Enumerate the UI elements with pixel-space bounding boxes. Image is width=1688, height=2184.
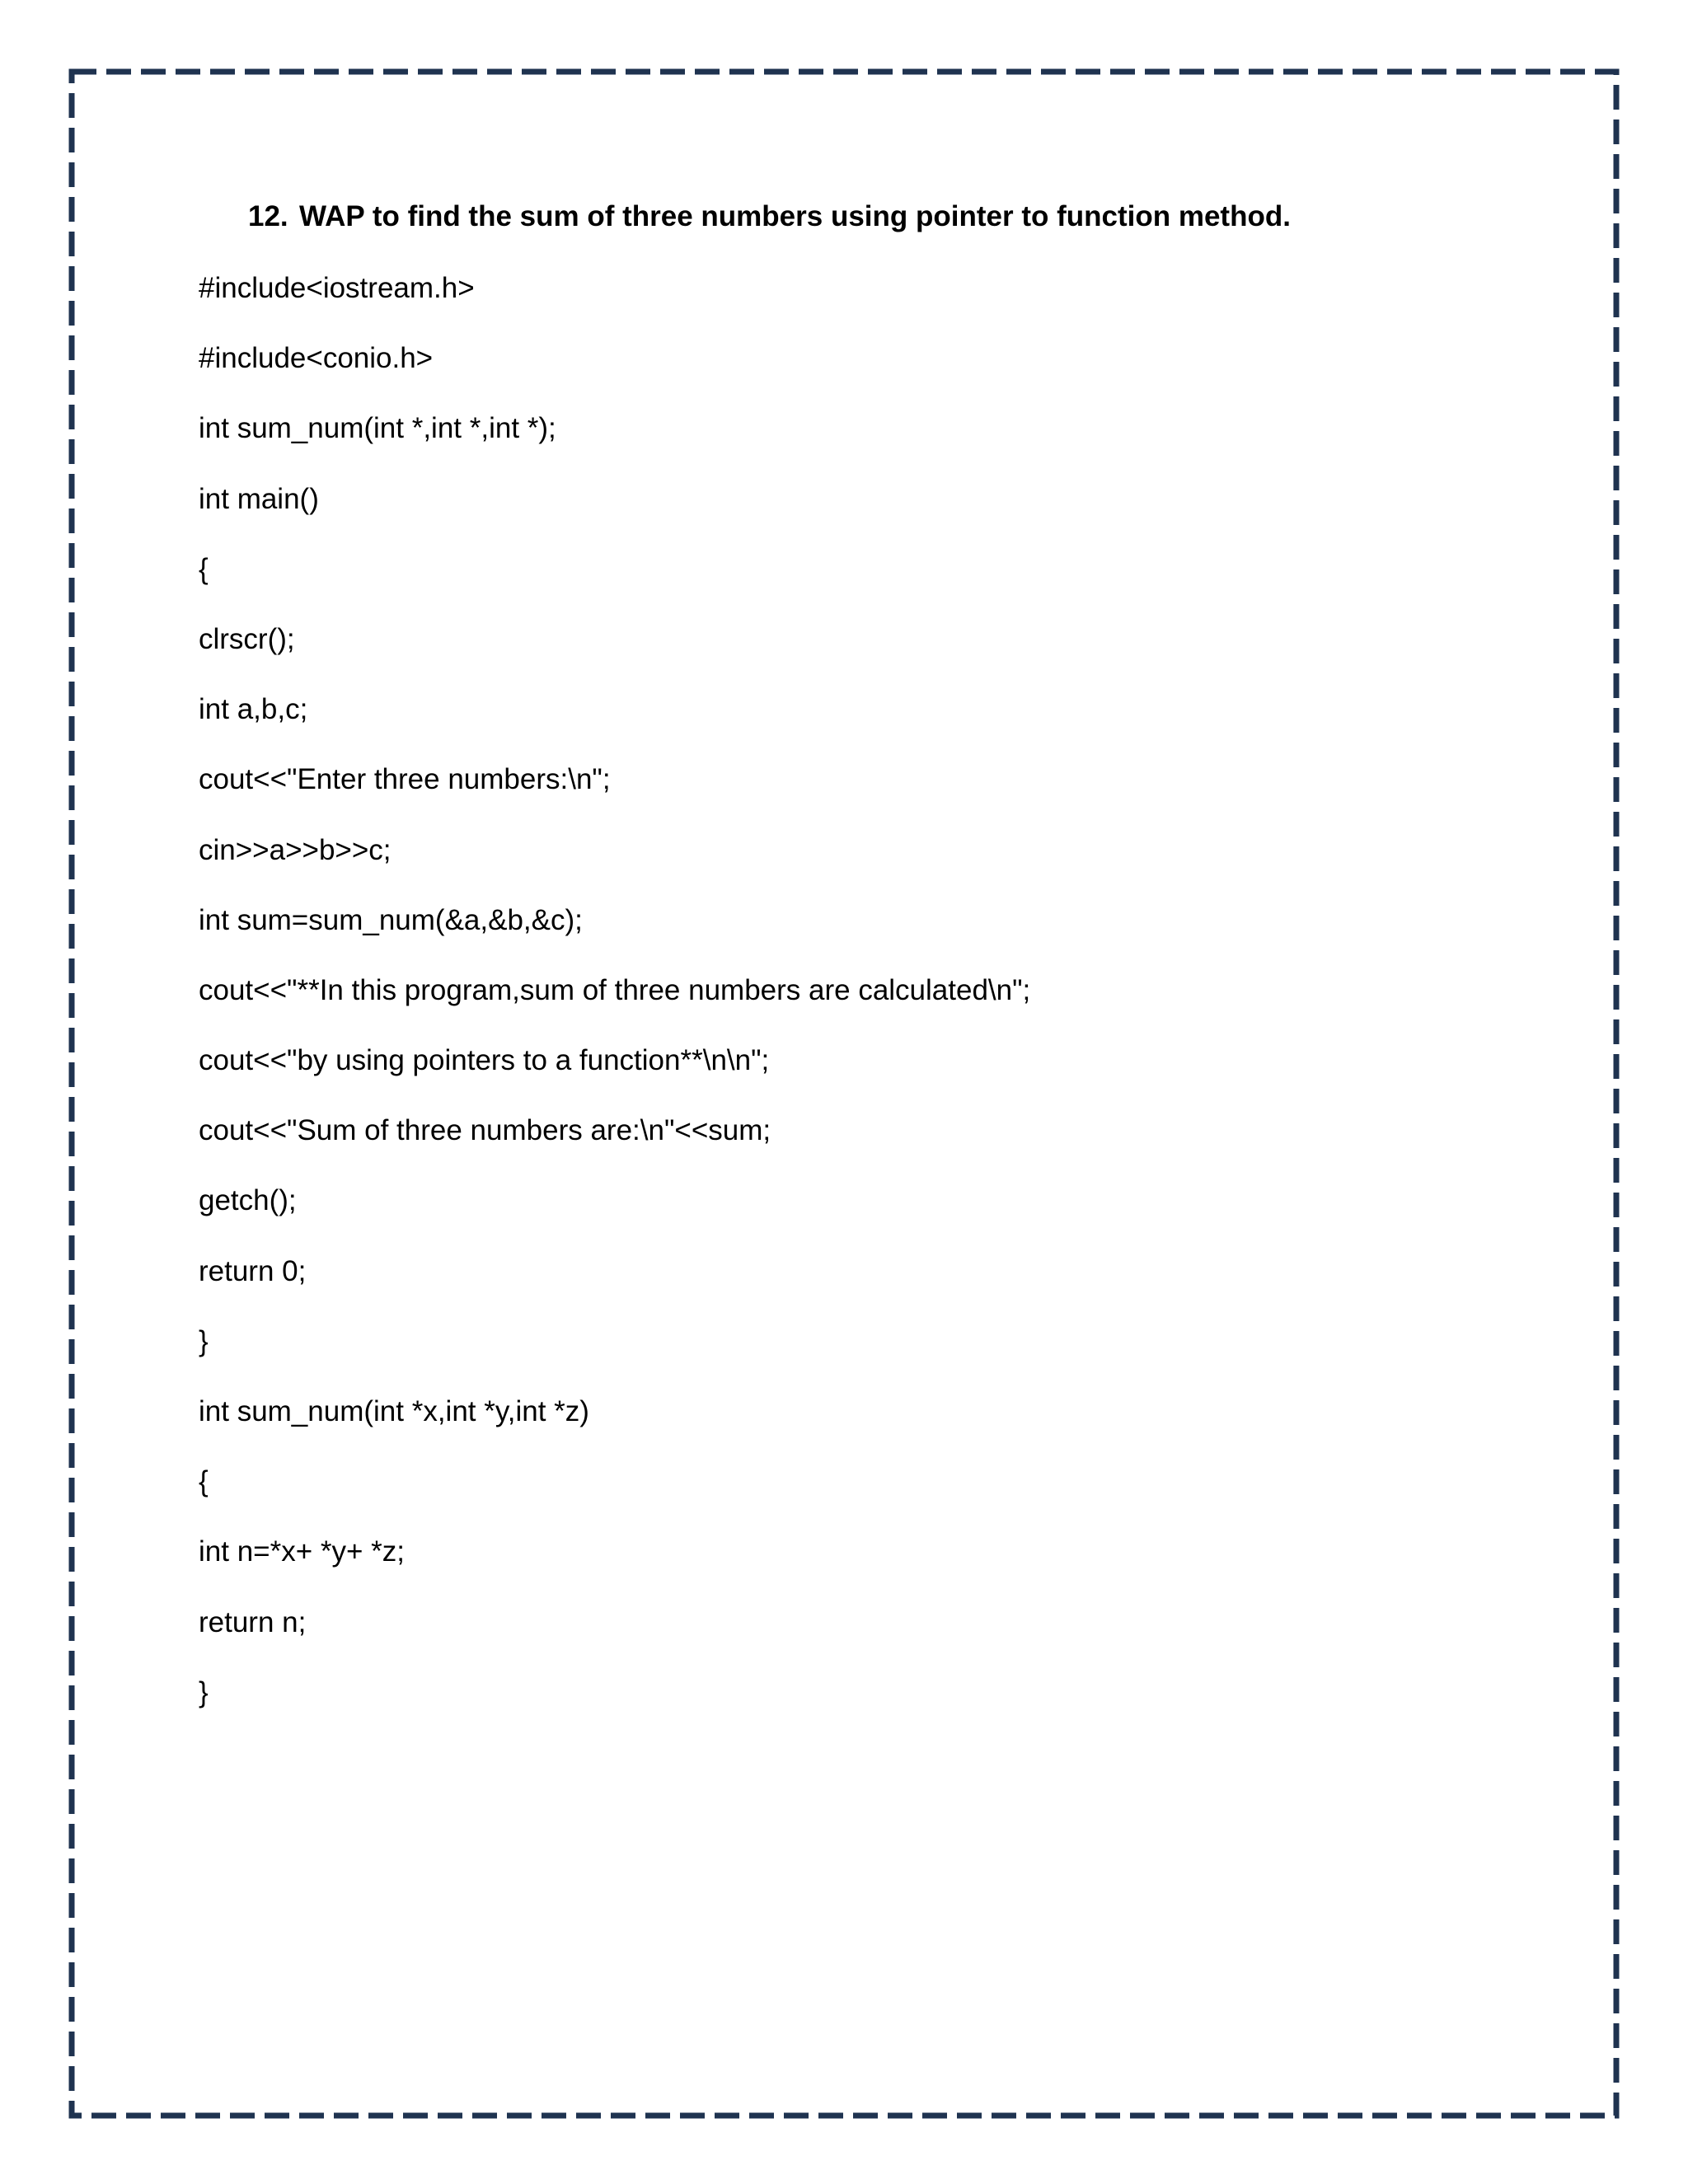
code-line: return n; — [199, 1605, 307, 1638]
code-line: clrscr(); — [199, 622, 295, 655]
code-line: cin>>a>>b>>c; — [199, 833, 392, 866]
code-line: int main() — [199, 482, 319, 515]
code-line: int a,b,c; — [199, 693, 308, 726]
code-line: #include<iostream.h> — [199, 272, 475, 304]
code-line: cout<<"Sum of three numbers are:\n"<<sum; — [199, 1114, 771, 1147]
question-heading — [248, 200, 1291, 233]
code-line: int sum_num(int *,int *,int *); — [199, 412, 556, 445]
code-listing — [199, 268, 1030, 1742]
code-line: #include<conio.h> — [199, 342, 434, 375]
code-line: int sum=sum_num(&a,&b,&c); — [199, 903, 583, 936]
question-text: WAP to find the sum of three numbers using pointer to function method. — [299, 200, 1291, 232]
code-line: cout<<"by using pointers to a function**\n\n"; — [199, 1044, 770, 1077]
code-line: getch(); — [199, 1184, 297, 1217]
question-number: 12. — [248, 200, 288, 232]
code-line: cout<<"**In this program,sum of three numbers are calculated\n"; — [199, 973, 1031, 1006]
code-line: { — [199, 552, 209, 585]
code-line: } — [199, 1324, 209, 1357]
code-line: } — [199, 1675, 209, 1708]
code-line: { — [199, 1465, 209, 1498]
code-line: int n=*x+ *y+ *z; — [199, 1535, 406, 1568]
code-line: return 0; — [199, 1254, 307, 1287]
code-line: int sum_num(int *x,int *y,int *z) — [199, 1395, 589, 1427]
code-line: cout<<"Enter three numbers:\n"; — [199, 763, 611, 796]
